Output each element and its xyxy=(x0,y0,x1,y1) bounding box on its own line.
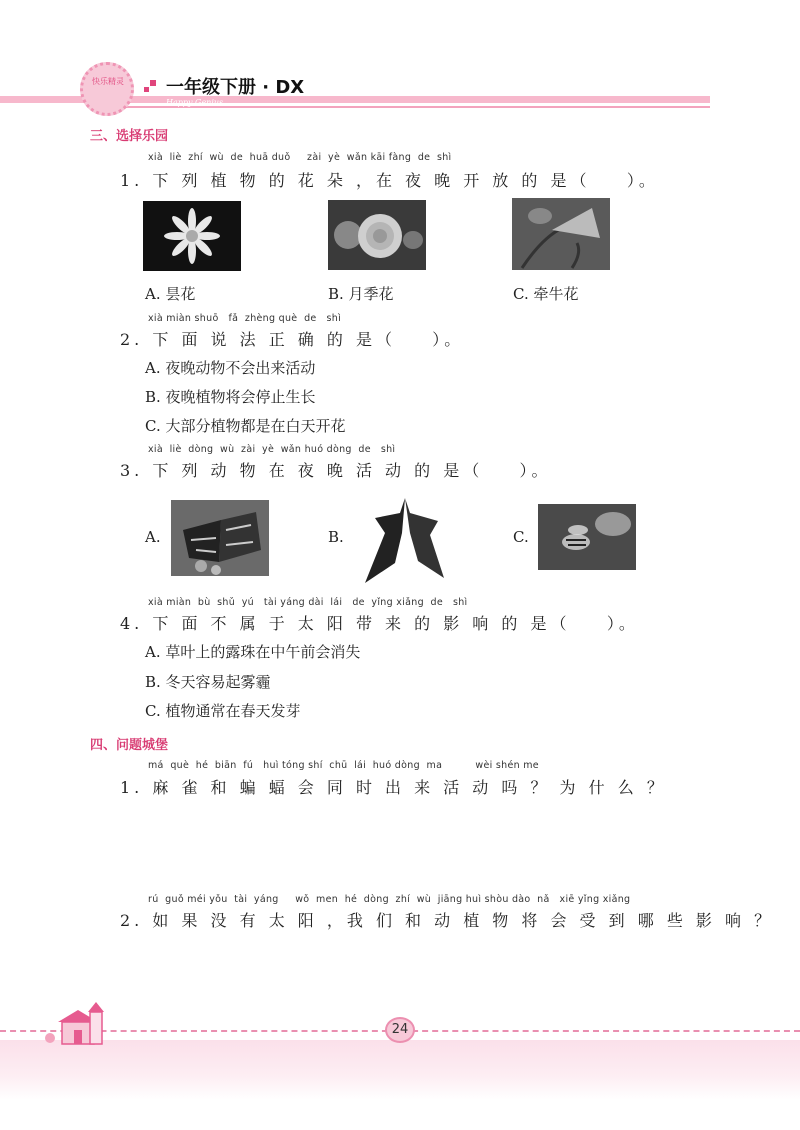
bat-photo xyxy=(360,493,445,588)
pinyin-q4: xià miàn bù shǔ yú tài yáng dài lái de yǐng xiǎng de shì xyxy=(148,597,468,608)
option-1c: C. 牵牛花 xyxy=(513,285,579,303)
section-title-3: 三、选择乐园 xyxy=(90,129,169,144)
question-4: 4. 下 面 不 属 于 太 阳 带 来 的 影 响 的 是（ ）。 xyxy=(120,614,639,633)
rose-photo xyxy=(328,200,426,270)
option-2a: A. 夜晚动物不会出来活动 xyxy=(145,359,316,377)
question-1: 1. 下 列 植 物 的 花 朵 ，在 夜 晚 开 放 的 是（ ）。 xyxy=(120,171,659,190)
option-3a: A. xyxy=(145,528,161,546)
option-4a: A. 草叶上的露珠在中午前会消失 xyxy=(145,643,361,661)
option-4b: B. 冬天容易起雾霾 xyxy=(145,673,271,691)
house-icon xyxy=(40,1000,120,1048)
book-title: 一年级下册 · DX xyxy=(166,77,305,98)
logo xyxy=(80,62,134,116)
footer-background xyxy=(0,1040,800,1100)
option-3b: B. xyxy=(328,528,344,546)
pinyin-q1: xià liè zhí wù de huā duǒ zài yè wǎn kāi fàng de shì xyxy=(148,152,452,163)
pinyin-q5: má què hé biān fú huì tóng shí chū lái huó dòng ma wèi shén me xyxy=(148,760,539,771)
question-2: 2. 下 面 说 法 正 确 的 是（ ）。 xyxy=(120,330,465,349)
page-number: 24 xyxy=(385,1017,415,1043)
option-2b: B. 夜晚植物将会停止生长 xyxy=(145,388,316,406)
pinyin-q6: rú guǒ méi yǒu tài yáng wǒ men hé dòng zhí wù jiāng huì shòu dào nǎ xiē yǐng xiǎng xyxy=(148,894,631,905)
square-icon xyxy=(150,80,156,86)
option-4c: C. 植物通常在春天发芽 xyxy=(145,702,301,720)
book-subtitle: Happy Genius xyxy=(166,98,224,107)
option-1b: B. 月季花 xyxy=(328,285,394,303)
section-title-4: 四、问题城堡 xyxy=(90,738,169,753)
question-3: 3. 下 列 动 物 在 夜 晚 活 动 的 是（ ）。 xyxy=(120,461,552,480)
square-icon xyxy=(144,87,149,92)
question-6: 2. 如 果 没 有 太 阳 ，我 们 和 动 植 物 将 会 受 到 哪 些 影 响 ？ xyxy=(120,911,775,930)
option-1a: A. 昙花 xyxy=(145,285,196,303)
night-blooming-flower-photo xyxy=(143,201,241,271)
pinyin-q3: xià liè dòng wù zài yè wǎn huó dòng de shì xyxy=(148,444,396,455)
butterfly-photo xyxy=(171,500,269,576)
bee-photo xyxy=(538,504,636,570)
logo-text: 快乐精灵 xyxy=(92,77,124,86)
morning-glory-photo xyxy=(512,198,610,270)
question-5: 1. 麻 雀 和 蝙 蝠 会 同 时 出 来 活 动 吗 ？ 为 什 么 ？ xyxy=(120,778,667,797)
pinyin-q2: xià miàn shuō fǎ zhèng què de shì xyxy=(148,313,342,324)
option-3c: C. xyxy=(513,528,529,546)
option-2c: C. 大部分植物都是在白天开花 xyxy=(145,417,346,435)
